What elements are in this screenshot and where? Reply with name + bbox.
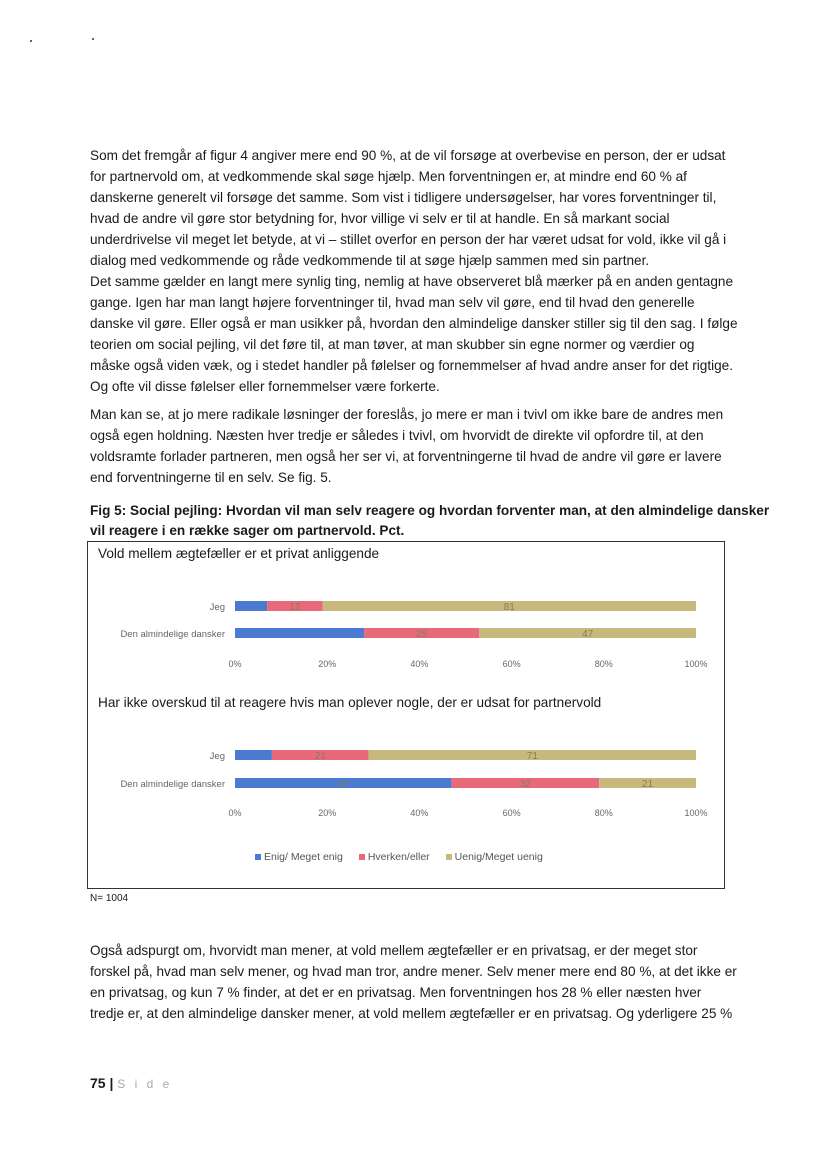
x-tick-label: 40% xyxy=(410,659,429,669)
figure-title-line: vil reagere i en række sager om partnervold. Pct. xyxy=(90,523,405,538)
chart-legend xyxy=(255,851,543,863)
x-tick-label: 20% xyxy=(318,659,337,669)
paragraph-line: teorien om social pejling, vil det føre til, at man tøver, at man skubber sin egne normer og værdier og xyxy=(90,337,695,352)
data-label: 71 xyxy=(526,751,538,762)
data-label: 32 xyxy=(519,779,531,790)
x-tick-label: 100% xyxy=(684,808,708,818)
legend-item xyxy=(446,851,543,863)
category-label: Den almindelige dansker xyxy=(120,629,225,640)
paragraph-line: en privatsag, og kun 7 % finder, at det er en privatsag. Men forventningen hos 28 % eller næsten hver xyxy=(90,985,702,1000)
paragraph-line: end forventningerne til en selv. Se fig. 5. xyxy=(90,470,332,485)
data-label: 12 xyxy=(289,602,301,613)
paragraph-line: dialog med vedkommende og råde vedkommende til at søge hjælp sammen med sin partner. xyxy=(90,253,650,268)
data-label: 47 xyxy=(337,779,349,790)
legend-swatch xyxy=(446,854,452,860)
legend-item xyxy=(359,851,430,863)
bar-segment xyxy=(235,628,364,638)
x-tick-label: 0% xyxy=(228,659,242,669)
paragraph-line: for partnervold om, at vedkommende skal søge hjælp. Men forventningen er, at mindre end 60 % af xyxy=(90,169,687,184)
category-label: Jeg xyxy=(209,602,225,613)
legend-label: Uenig/Meget uenig xyxy=(454,851,543,863)
paragraph-line: forskel på, hvad man selv mener, og hvad man tror, andre mener. Selv mener mere end 80 %, at det ikke er xyxy=(90,964,737,979)
x-tick-label: 20% xyxy=(318,808,337,818)
data-label: 81 xyxy=(503,602,515,613)
figure-frame xyxy=(87,541,725,889)
footer-side-label: S i d e xyxy=(117,1077,173,1091)
paragraph-line: hvad de andre vil gøre stor betydning for, hvor villige vi selv er til at handle. En så markant social xyxy=(90,211,670,226)
x-tick-label: 40% xyxy=(410,808,429,818)
x-tick-label: 80% xyxy=(594,659,613,669)
legend-label: Hverken/eller xyxy=(367,851,430,863)
legend-item xyxy=(255,851,343,863)
x-tick-label: 100% xyxy=(684,659,708,669)
x-tick-label: 0% xyxy=(228,808,242,818)
data-label: 47 xyxy=(582,629,594,640)
data-label: 21 xyxy=(314,751,326,762)
paragraph-2 xyxy=(90,404,738,488)
paragraph-line: Som det fremgår af figur 4 angiver mere end 90 %, at de vil forsøge at overbevise en person, der er udsat xyxy=(90,148,726,163)
paragraph-line: også egen holdning. Næsten hver tredje er således i tvivl, om hvorvidt de direkte vil opfordre til, at den xyxy=(90,428,704,443)
paragraph-line: gange. Igen har man langt højere forventninger til, hvad man selv vil gøre, end til hvad den generelle xyxy=(90,295,695,310)
legend-label: Enig/ Meget enig xyxy=(264,851,343,863)
category-label: Den almindelige dansker xyxy=(120,779,225,790)
paragraph-line: underdrivelse vil meget let betyde, at vi – stillet overfor en person der har været udsat for vold, ikke vil gå i xyxy=(90,232,727,247)
paragraph-line: Det samme gælder en langt mere synlig ting, nemlig at have observeret blå mærker på en anden gentagne xyxy=(90,274,734,289)
data-label: 25 xyxy=(416,629,428,640)
legend-swatch xyxy=(359,854,365,860)
scan-dot xyxy=(30,40,32,42)
paragraph-3 xyxy=(90,940,738,1024)
chart-title: Vold mellem ægtefæller er et privat anliggende xyxy=(98,546,380,561)
bar-segment xyxy=(235,601,267,611)
paragraph-line: tredje er, at den almindelige dansker mener, at vold mellem ægtefæller er en privatsag. Og yderligere 25 % xyxy=(90,1006,733,1021)
scan-dot xyxy=(92,38,94,40)
paragraph-line: danske vil gøre. Eller også er man usikker på, hvordan den almindelige dansker stiller sig til den sag. I følge xyxy=(90,316,738,331)
bar-segment xyxy=(235,750,272,760)
category-label: Jeg xyxy=(209,751,225,762)
paragraph-line: danskerne generelt vil forsøge det samme. Som vist i tidligere undersøgelser, har vores forventninger til, xyxy=(90,190,717,205)
figure-title-line: Fig 5: Social pejling: Hvordan vil man selv reagere og hvordan forventer man, at den almindelige dansker xyxy=(90,503,770,518)
figure-title xyxy=(90,501,770,541)
x-tick-label: 60% xyxy=(502,659,521,669)
chart-title: Har ikke overskud til at reagere hvis man oplever nogle, der er udsat for partnervold xyxy=(98,695,602,710)
paragraph-line: måske også viden væk, og i stedet handler på følelser og fornemmelser af hvad andre anser for det rigtige. xyxy=(90,358,734,373)
footer-separator: | xyxy=(109,1075,114,1091)
paragraph-line: voldsramte forlader partneren, men også her ser vi, at forventningerne til hvad de andre vil gøre er lavere xyxy=(90,449,722,464)
paragraph-line: Også adspurgt om, hvorvidt man mener, at vold mellem ægtefæller er en privatsag, er der meget stor xyxy=(90,943,698,958)
paragraph-1 xyxy=(90,145,738,397)
paragraph-line: Og ofte vil disse følelser eller fornemmelser være forkerte. xyxy=(90,379,440,394)
legend-swatch xyxy=(255,854,261,860)
x-tick-label: 80% xyxy=(594,808,613,818)
page-footer xyxy=(90,1075,172,1091)
stacked-bar-charts xyxy=(88,542,724,888)
data-label: 21 xyxy=(642,779,654,790)
page-number: 75 xyxy=(90,1075,106,1091)
paragraph-line: Man kan se, at jo mere radikale løsninger der foreslås, jo mere er man i tvivl om ikke bare de andres men xyxy=(90,407,724,422)
x-tick-label: 60% xyxy=(502,808,521,818)
sample-size-note: N= 1004 xyxy=(90,893,129,904)
